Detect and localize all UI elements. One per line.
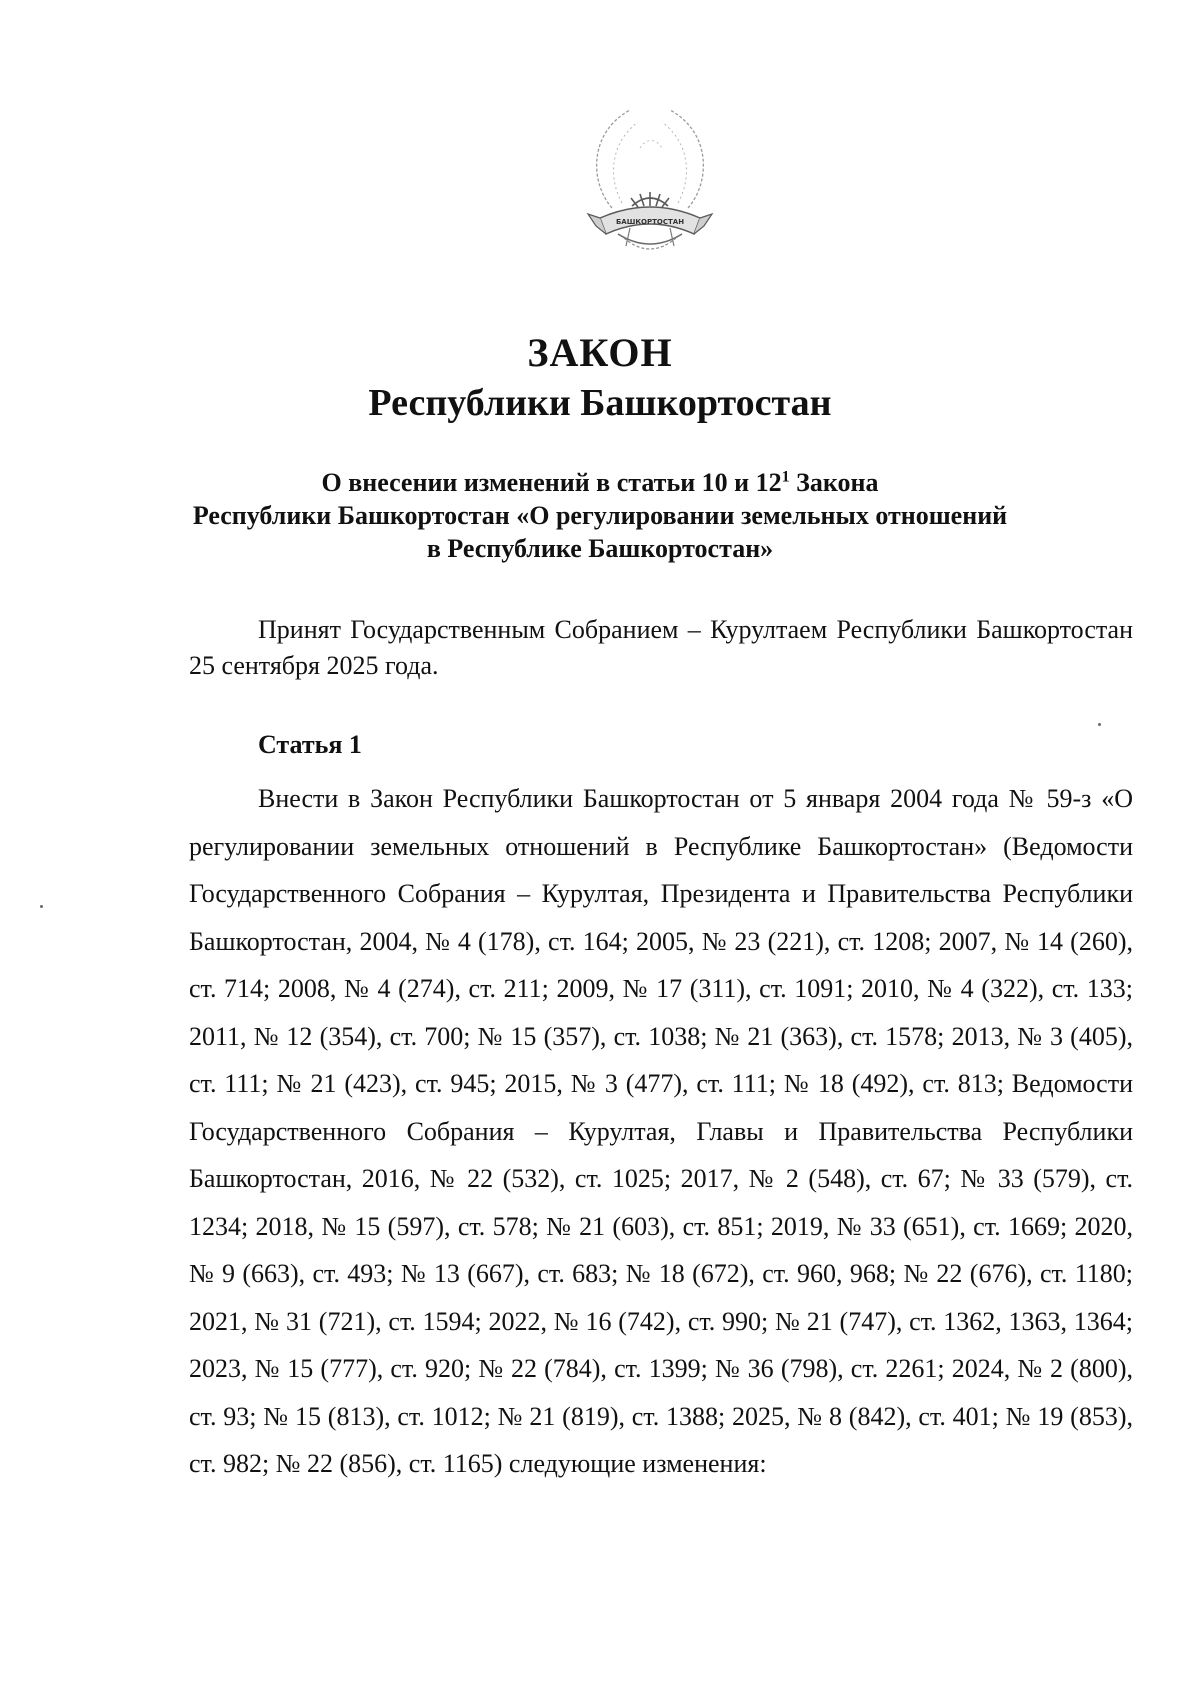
law-heading-line-1: О внесении изменений в статьи 10 и $12^1$ Закона [321,468,879,497]
scan-speck [1098,723,1101,726]
emblem-left-arc [597,110,630,208]
law-heading [150,466,1050,565]
law-heading-line-2: Республики Башкортостан «О регулировании земельных отношений [192,501,1008,530]
adoption-note [189,612,1133,684]
emblem-right-arc [670,110,703,208]
document-subtitle: Республики Башкортостан [368,382,832,424]
article-heading: Статья 1 [258,730,362,759]
article-body [189,775,1133,1488]
document-title: ЗАКОН [527,330,673,375]
law-heading-line-3: в Республике Башкортостан» [426,534,774,563]
scan-speck [40,905,43,908]
article-body-text: Внести в Закон Республики Башкортостан от 5 января 2004 года № 59-з «О регулировании земельных отношений в Республике Башкортостан» (Ведомости Государственного Собрания – Курултая, Президента и Правительства Республики Башкортостан, 2004, № 4 (178), ст. 164; 2005, № 23 (221), ст. 1208; 2007, № 14 (260), ст. 714; 2008, № 4 (274), ст. 211; 2009, № 17 (311), ст. 1091; 2010, № 4 (322), ст. 133; 2011, № 12 (354), ст. 700; № 15 (357), ст. 1038; № 21 (363), ст. 1578; 2013, № 3 (405), ст. 111; № 21 (423), ст. 945; 2015, № 3 (477), ст. 111; № 18 (492), ст. 813; Ведомости Государственного Собрания – Курултая, Главы и Правительства Республики Башкортостан, 2016, № 22 (532), ст. 1025; 2017, № 2 (548), ст. 67; № 33 (579), ст. 1234; 2018, № 15 (597), ст. 578; № 21 (603), ст. 851; 2019, № 33 (651), ст. 1669; 2020, № 9 (663), ст. 493; № 13 (667), ст. 683; № 18 (672), ст. 960, 968; № 22 (676), ст. 1180; 2021, № 31 (721), ст. 1594; 2022, № 16 (742), ст. 990; № 21 (747), ст. 1362, 1363, 1364; 2023, № 15 (777), ст. 920; № 22 (784), ст. 1399; № 36 (798), ст. 2261; 2024, № 2 (800), ст. 93; № 15 (813), ст. 1012; № 21 (819), ст. 1388; 2025, № 8 (842), ст. 401; № 19 (853), ст. 982; № 22 (856), ст. 1165) следующие изменения: [189,784,1133,1478]
bashkortostan-coat-of-arms-icon [560,88,740,268]
emblem-ribbon-text: БАШКОРТОСТАН [615,218,685,226]
emblem-flower [631,192,669,207]
law-heading-superscript: 1 [781,468,790,486]
coat-of-arms [560,88,740,268]
adoption-note-text: Принят Государственным Собранием – Курултаем Республики Башкортостан 25 сентября 2025 года. [189,615,1133,680]
